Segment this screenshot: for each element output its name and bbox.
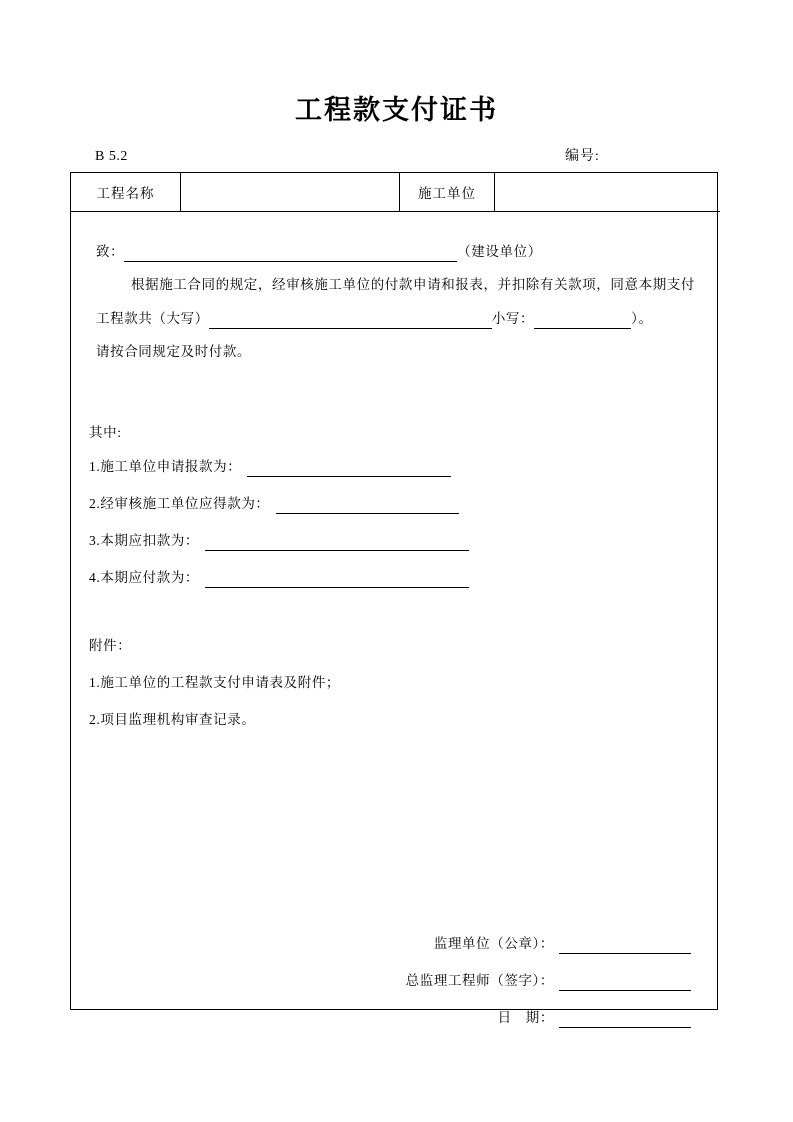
payment-request-line: 请按合同规定及时付款。 bbox=[96, 344, 252, 359]
form-border-box bbox=[70, 172, 718, 1025]
item-4-label: 4.本期应付款为： bbox=[89, 570, 200, 585]
attachment-item-1: 1.施工单位的工程款支付申请表及附件； bbox=[89, 675, 341, 690]
list-item bbox=[89, 568, 469, 588]
addressee-input[interactable] bbox=[124, 246, 457, 262]
signature-row-chief-engineer bbox=[406, 971, 691, 991]
contractor-label: 施工单位 bbox=[400, 173, 495, 212]
amount-words-label: 工程款共（大写） bbox=[96, 311, 209, 326]
chief-engineer-label: 总监理工程师（签字）： bbox=[405, 973, 554, 988]
item-1-input[interactable] bbox=[247, 461, 451, 477]
code-row bbox=[70, 146, 718, 168]
item-1-label: 1.施工单位申请报款为： bbox=[89, 459, 242, 474]
header-table bbox=[71, 173, 720, 212]
addressee-line bbox=[96, 242, 542, 262]
signature-row-supervisor-unit bbox=[434, 934, 691, 954]
body-paragraph: 根据施工合同的规定，经审核施工单位的付款申请和报表，并扣除有关款项，同意本期支付 bbox=[131, 277, 695, 292]
form-body bbox=[71, 211, 719, 1025]
serial-number-label: 编号: bbox=[565, 149, 600, 164]
page-title: 工程款支付证书 bbox=[295, 95, 498, 126]
addressee-suffix: （建设单位） bbox=[457, 244, 542, 259]
amount-figures-label: 小写： bbox=[491, 311, 535, 326]
amount-line bbox=[96, 309, 653, 329]
supervisor-unit-label: 监理单位（公章）： bbox=[433, 936, 554, 951]
chief-engineer-input[interactable] bbox=[559, 975, 691, 991]
attachment-item-2: 2.项目监理机构审查记录。 bbox=[89, 712, 256, 727]
item-2-label: 2.经审核施工单位应得款为： bbox=[89, 496, 270, 511]
date-input[interactable] bbox=[559, 1012, 691, 1028]
signature-row-date bbox=[498, 1008, 691, 1028]
amount-figures-input[interactable] bbox=[534, 313, 631, 329]
addressee-label: 致： bbox=[96, 244, 125, 259]
table-row bbox=[71, 173, 720, 212]
item-3-label: 3.本期应扣款为： bbox=[89, 533, 200, 548]
among-label: 其中: bbox=[89, 425, 122, 440]
project-name-field[interactable] bbox=[181, 173, 400, 212]
date-label: 日 期： bbox=[497, 1010, 554, 1025]
form-code: B 5.2 bbox=[95, 149, 128, 164]
supervisor-unit-input[interactable] bbox=[559, 938, 691, 954]
list-item bbox=[89, 531, 469, 551]
attachment-label: 附件： bbox=[89, 638, 132, 653]
amount-tail: ）。 bbox=[631, 311, 653, 326]
list-item bbox=[89, 494, 459, 514]
item-2-input[interactable] bbox=[276, 498, 459, 514]
project-name-label: 工程名称 bbox=[71, 173, 181, 212]
list-item bbox=[89, 457, 451, 477]
item-3-input[interactable] bbox=[205, 535, 469, 551]
amount-words-input[interactable] bbox=[209, 313, 492, 329]
item-4-input[interactable] bbox=[205, 572, 469, 588]
contractor-field[interactable] bbox=[495, 173, 721, 212]
